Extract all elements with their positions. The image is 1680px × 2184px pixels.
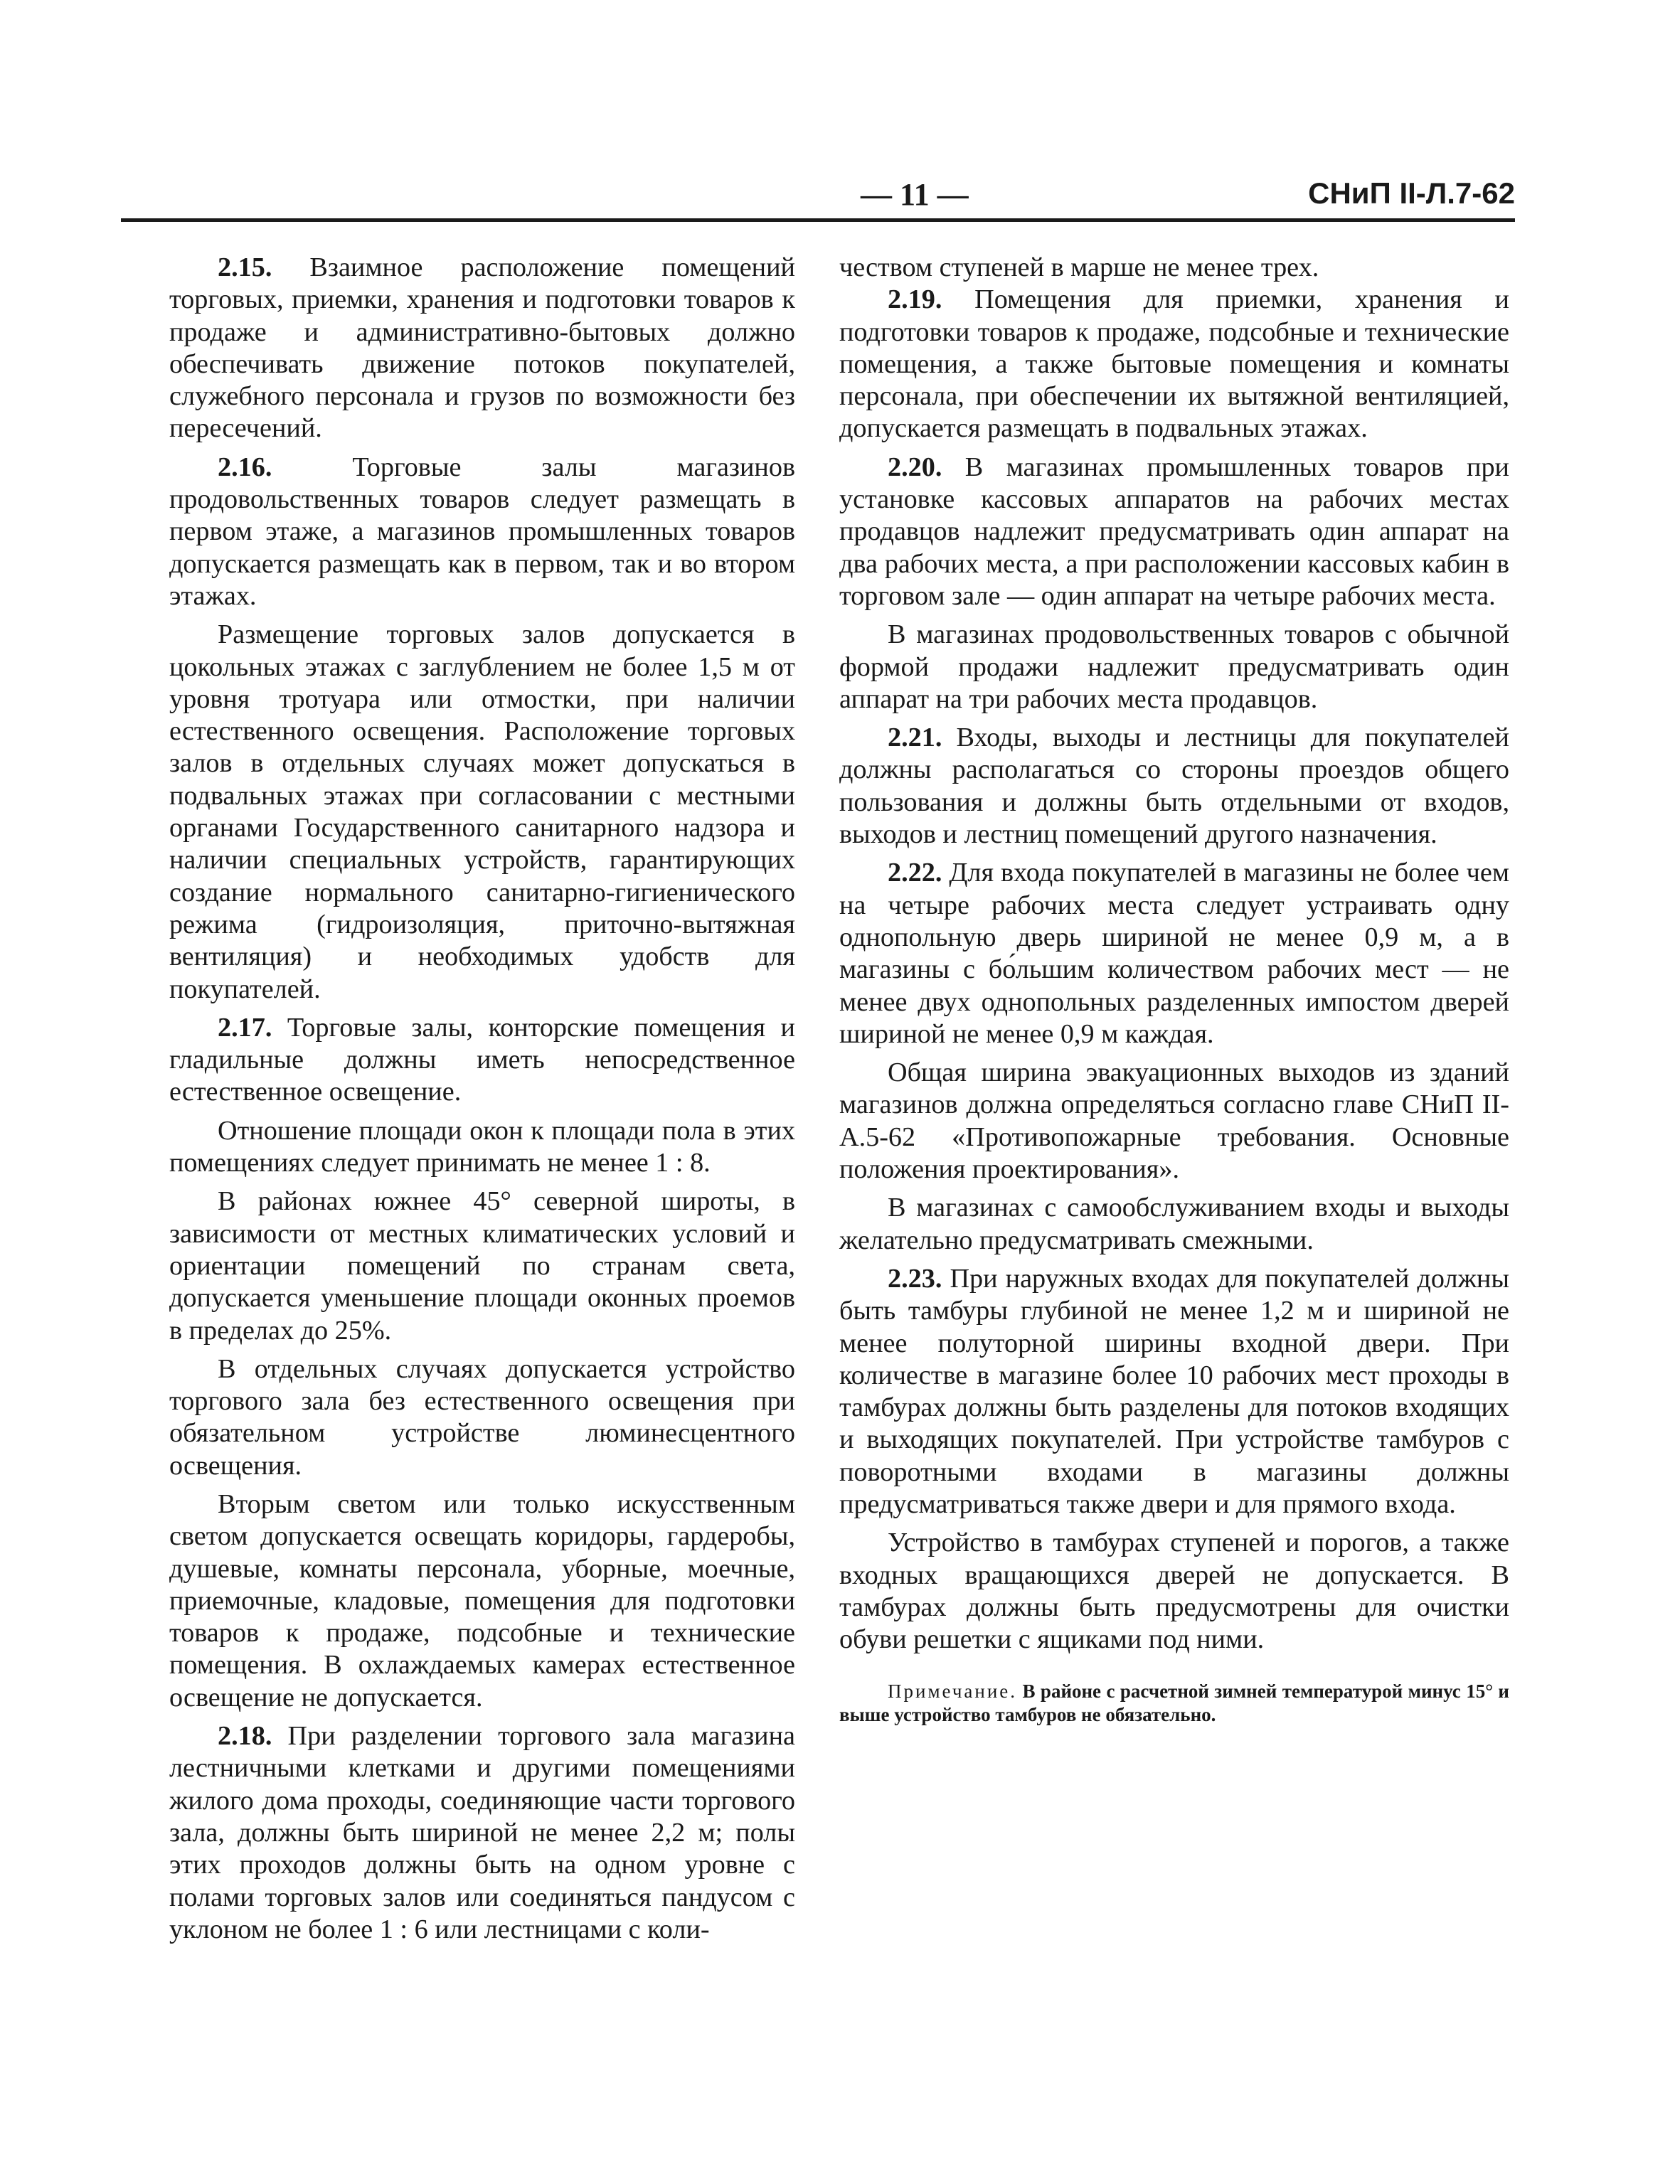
paragraph-text: В отдельных случаях допускается устройство торгового зала без естественного освещения при обязательном устройстве люминесцентного освещения. xyxy=(169,1353,795,1481)
paragraph xyxy=(839,857,1509,1050)
section-number: 2.19. xyxy=(888,284,942,315)
paragraph-text: Входы, выходы и лестницы для покупателей должны располагаться со стороны проездов общего пользования и должны быть отдельными от входов, выходов и лестниц помещений другого назначения. xyxy=(839,723,1509,850)
page-number: — 11 — xyxy=(861,177,969,212)
paragraph xyxy=(839,1263,1509,1520)
paragraph-continuation xyxy=(839,252,1509,284)
paragraph xyxy=(169,1012,795,1109)
paragraph xyxy=(169,1186,795,1346)
footnote xyxy=(839,1680,1509,1727)
paragraph xyxy=(169,1720,795,1946)
paragraph-text: Размещение торговых залов допускается в цокольных этажах с заглублением не более 1,5 м от уровня тротуара или отмостки, при наличии естественного освещения. Расположение торговых залов в отдельных случаях может допускаться в подвальных этажах при согласовании с местными органами Государственного санитарного надзора и наличии специальных устройств, гарантирующих создание нормального санитарно-гигиенического режима (гидроизоляция, приточно-вытяжная вентиляция) и необходимых удобств для покупателей. xyxy=(169,619,795,1004)
right-column xyxy=(839,252,1509,1727)
section-number: 2.18. xyxy=(218,1721,272,1752)
paragraph xyxy=(169,252,795,445)
paragraph-text: Торговые залы магазинов продовольственных товаров следует размещать в первом этаже, а магазинов промышленных товаров допускается размещать как в первом, так и во втором этажах. xyxy=(169,452,795,611)
paragraph-text: Общая ширина эвакуационных выходов из зданий магазинов должна определяться согласно главе СНиП II-А.5-62 «Противопожарные требования. Основные положения проектирования». xyxy=(839,1058,1509,1185)
paragraph xyxy=(169,1353,795,1482)
paragraph xyxy=(169,619,795,1006)
paragraph xyxy=(839,1527,1509,1656)
paragraph-text: чеством ступеней в марше не менее трех. xyxy=(839,252,1319,282)
paragraph-text: В магазинах с самообслуживанием входы и выходы желательно предусматривать смежными. xyxy=(839,1193,1509,1255)
paragraph-text: В магазинах продовольственных товаров с обычной формой продажи надлежит предусматривать один аппарат на три рабочих места продавцов. xyxy=(839,619,1509,714)
paragraph xyxy=(839,1192,1509,1257)
section-number: 2.20. xyxy=(888,452,942,482)
paragraph-text: Для входа покупателей в магазины не более чем на четыре рабочих места следует устраивать одну однопольную дверь шириной не менее 0,9 м, а в магазины с бо́льшим количеством рабочих мест — не менее двух однопольных разделенных импостом дверей шириной не менее 0,9 м каждая. xyxy=(839,858,1509,1049)
paragraph-text: При разделении торгового зала магазина лестничными клетками и другими помещениями жилого дома проходы, соединяющие части торгового зала, должны быть шириной не менее 2,2 м; полы этих проходов должны быть на одном уровне с полами торговых залов или соединяться пандусом с уклоном не более 1 : 6 или лестницами с коли- xyxy=(169,1721,795,1944)
paragraph xyxy=(169,452,795,612)
paragraph-text: В районах южнее 45° северной широты, в зависимости от местных климатических условий и ориентации помещений по странам света, допускается уменьшение площади оконных проемов в пределах до 25%. xyxy=(169,1186,795,1346)
paragraph-text: При наружных входах для покупателей должны быть тамбуры глубиной не менее 1,2 м и шириной не менее полуторной ширины входной двери. При количестве в магазине более 10 рабочих мест проходы в тамбурах должны быть разделены для потоков входящих и выходящих покупателей. При устройстве тамбуров с поворотными входами в магазины должны предусматриваться также двери и для прямого входа. xyxy=(839,1263,1509,1519)
page-header xyxy=(121,165,1515,222)
document-code: СНиП II-Л.7-62 xyxy=(1308,176,1515,210)
paragraph xyxy=(839,619,1509,715)
note-text: В районе с расчетной зимней температурой минус 15° и выше устройство тамбуров не обязательно. xyxy=(839,1680,1509,1726)
paragraph-text: Помещения для приемки, хранения и подготовки товаров к продаже, подсобные и технические помещения, а также бытовые помещения и комнаты персонала, при обеспечении их вытяжной вентиляцией, допускается размещать в подвальных этажах. xyxy=(839,284,1509,444)
paragraph xyxy=(839,1057,1509,1186)
section-number: 2.16. xyxy=(218,452,272,482)
paragraph-text: Отношение площади окон к площади пола в этих помещениях следует принимать не менее 1 : 8. xyxy=(169,1115,795,1178)
left-column xyxy=(169,252,795,1946)
paragraph xyxy=(839,452,1509,612)
note-label: Примечание. xyxy=(888,1680,1018,1703)
paragraph xyxy=(169,1488,795,1714)
section-number: 2.23. xyxy=(888,1263,942,1294)
paragraph-text: Взаимное расположение помещений торговых, приемки, хранения и подготовки товаров к продаже и административно-бытовых должно обеспечивать движение потоков покупателей, служебного персонала и грузов по возможности без пересечений. xyxy=(169,252,795,444)
section-number: 2.21. xyxy=(888,723,942,753)
paragraph xyxy=(839,722,1509,851)
paragraph-text: Устройство в тамбурах ступеней и порогов, а также входных вращающихся дверей не допускается. В тамбурах должны быть предусмотрены для очистки обуви решетки с ящиками под ними. xyxy=(839,1528,1509,1655)
section-number: 2.17. xyxy=(218,1012,272,1043)
paragraph-text: Торговые залы, конторские помещения и гладильные должны иметь непосредственное естественное освещение. xyxy=(169,1012,795,1107)
section-number: 2.22. xyxy=(888,858,942,888)
section-number: 2.15. xyxy=(218,252,272,282)
paragraph xyxy=(169,1115,795,1180)
paragraph-text: Вторым светом или только искусственным светом допускается освещать коридоры, гардеробы, душевые, комнаты персонала, уборные, моечные, приемочные, кладовые, помещения для подготовки товаров к продаже, подсобные и технические помещения. В охлаждаемых камерах естественное освещение не допускается. xyxy=(169,1488,795,1712)
paragraph-text: В магазинах промышленных товаров при установке кассовых аппаратов на рабочих местах продавцов надлежит предусматривать один аппарат на два рабочих места, а при расположении кассовых кабин в торговом зале — один аппарат на четыре рабочих места. xyxy=(839,452,1509,611)
paragraph xyxy=(839,284,1509,444)
